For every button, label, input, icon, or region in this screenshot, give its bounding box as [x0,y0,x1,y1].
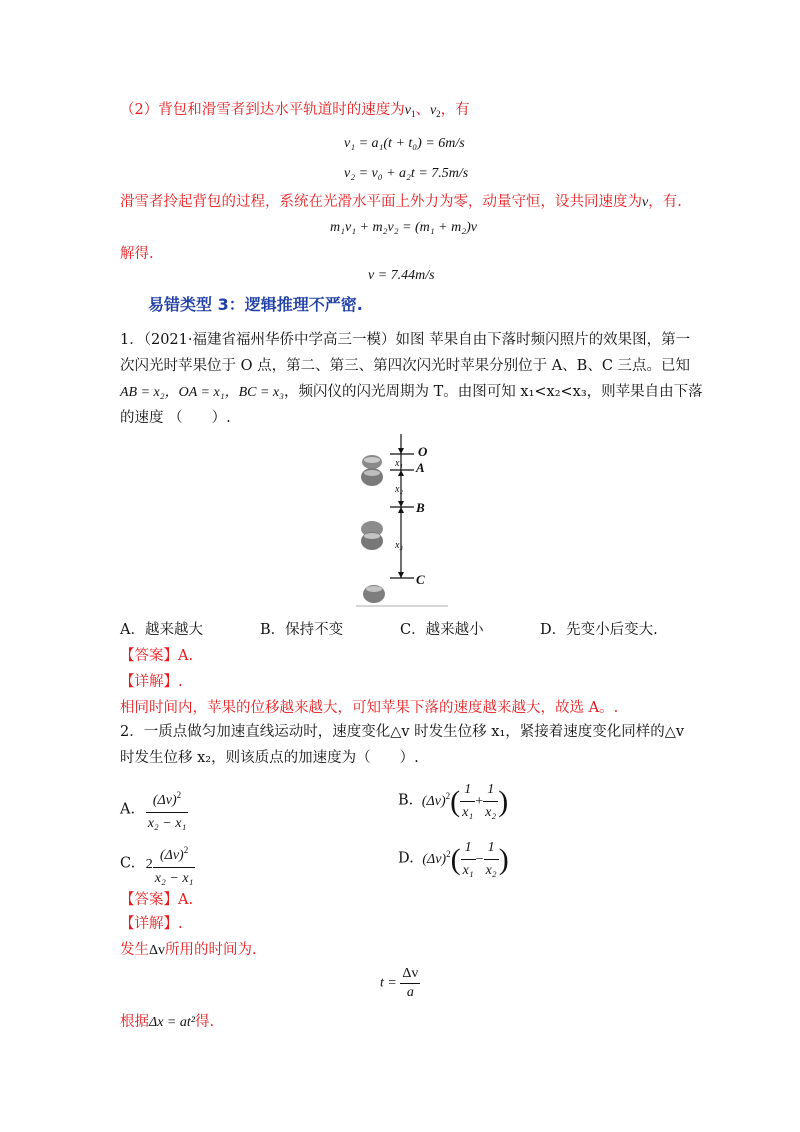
q2-option-b-expr: $(\Delta v)^2$( $\frac{1}{\text{x₁}}$ + $\frac{1}{\text{x₂}}$ ) [422,794,508,809]
momentum-line [120,192,682,213]
solve-label: 解得. [120,246,154,262]
q1-given-eqs: AB = x₂，OA = x₁，BC = x₃ [120,385,284,400]
q2-time-dv: Δv [149,943,166,958]
eq-v1 [344,136,465,152]
q2-line2: 时发生位移 x₂，则该质点的加速度为（ ）. [120,750,419,766]
q2-time-a: 发生 [120,942,149,958]
q2-detail: 【详解】. [120,916,183,932]
q1-line4: 的速度 （ ）. [120,410,231,426]
q2-option-a-label: A. [120,801,136,818]
q2-basis-line [120,1012,214,1033]
eq-v1-text: v₁ = a₁(t + t₀) = 6m/s [344,136,465,151]
q2-d-one2: 1 [484,838,499,860]
q2-option-c-label: C. [120,855,136,872]
q2-b-one2: 1 [483,780,498,802]
label-o: O [418,444,428,459]
q2-b-plus: + [475,793,484,809]
q2-basis-b: 得. [194,1014,215,1030]
part2-sep: 、 [415,102,430,118]
q2-option-a[interactable] [120,785,188,834]
q2-d-dv: (Δv) [422,851,447,867]
q2-line1: 2．一质点做匀加速直线运动时，速度变化△v 时发生位移 x₁，紧接着速度变化同样的△v [120,724,685,740]
q2-d-x1: x₁ [462,863,474,878]
q2-option-b-label: B. [398,792,414,809]
q2-option-d[interactable] [398,838,509,881]
label-c: C [416,572,425,587]
q2-b-dv: (Δv) [421,793,446,809]
apple-b [361,521,383,550]
label-x1: x₁ [395,458,403,469]
eq-result-text: v = 7.44m/s [368,268,435,283]
part2-intro: （2）背包和滑雪者到达水平轨道时的速度为$v_1$、$v_2$，有 [120,102,470,119]
q2-a-den: x₂ − x₁ [147,816,187,831]
momentum-text: 滑雪者拎起背包的过程，系统在光滑水平面上外力为零，动量守恒，设共同速度为 [120,194,642,210]
q2-c-num: (Δv) [159,848,184,863]
label-x3: x₃ [395,540,403,551]
momentum-tail: ，有. [648,194,682,210]
q2-option-c-expr: 2 $\frac{(\Delta v)^2}{\text{x₂ − x₁}}$ [146,857,196,872]
q1-option-d[interactable]: D．先变小后变大. [540,622,658,638]
q2-option-b[interactable] [398,780,508,823]
v1-symbol: v [404,103,411,118]
q2-option-a-frac: $\frac{(\Delta v)^2}{\text{x₂ − x₁}}$ [146,785,189,834]
q1-option-c[interactable]: C．越来越小 [400,622,484,638]
q2-basis-a: 根据 [120,1014,149,1030]
q1-line1: 1．（2021·福建省福州华侨中学高三一模）如图 苹果自由下落时频闪照片的效果图，第一 [120,332,691,348]
eq-time-lhs: t = [380,975,397,991]
q2-c-coef: 2 [145,856,153,872]
part2-intro-text: （2）背包和滑雪者到达水平轨道时的速度为 [120,102,405,118]
q2-d-x2: x₂ [485,863,497,878]
eq-time-den: a [406,985,414,1000]
q1-line3-text: ，频闪仪的闪光周期为 T。由图可知 x₁<x₂<x₃，则苹果自由下落 [284,384,703,400]
eq-momentum-text: m₁v₁ + m₂v₂ = (m₁ + m₂)v [330,220,477,235]
q2-option-d-label: D. [398,850,414,867]
eq-v2-text: v₂ = v₀ + a₂t = 7.5m/s [344,166,469,181]
q2-basis-eq: Δx = at² [149,1015,195,1030]
q2-d-one1: 1 [461,838,476,860]
q1-detail: 【详解】. [120,674,183,690]
q2-a-num: (Δv) [152,793,177,808]
q2-b-x2: x₂ [485,805,497,820]
q1-answer: 【答案】A. [120,648,194,664]
q2-d-minus: − [475,851,484,867]
q1-explanation: 相同时间内，苹果的位移越来越大，可知苹果下落的速度越来越大，故选 A。. [120,700,619,716]
eq-time [380,966,420,1001]
q2-option-d-expr: $(\Delta v)^2$( $\frac{1}{\text{x₁}}$ − $\frac{1}{\text{x₂}}$ ) [422,852,508,867]
apple-a [361,468,383,486]
apple-c [363,585,385,603]
q2-time-line [120,940,257,961]
eq-time-num: Δv [400,966,420,984]
q2-b-one1: 1 [460,780,475,802]
q2-answer: 【答案】A. [120,892,194,908]
momentum-v: v [642,195,649,210]
q2-time-b: 所用的时间为. [165,942,257,958]
section-heading: 易错类型 3：逻辑推理不严密. [148,295,363,314]
eq-momentum [330,220,477,236]
label-b: B [416,500,425,515]
apple-strobe-figure [352,432,452,612]
q1-option-b[interactable]: B．保持不变 [260,622,344,638]
q2-b-x1: x₁ [462,805,474,820]
eq-result [368,268,435,284]
q1-line2: 次闪光时苹果位于 O 点，第二、第三、第四次闪光时苹果分别位于 A、B、C 三点。已知 [120,358,691,374]
q2-c-den: x₂ − x₁ [154,871,194,886]
label-x2: x₂ [395,484,403,495]
q2-option-c[interactable] [120,840,195,889]
apple-o [362,455,382,469]
q1-option-a[interactable]: A．越来越大 [120,622,203,638]
part2-tail: ，有 [440,102,470,118]
label-a: A [416,460,425,475]
eq-v2 [344,166,468,182]
v2-symbol: v [429,103,437,118]
q1-line3 [120,382,703,403]
